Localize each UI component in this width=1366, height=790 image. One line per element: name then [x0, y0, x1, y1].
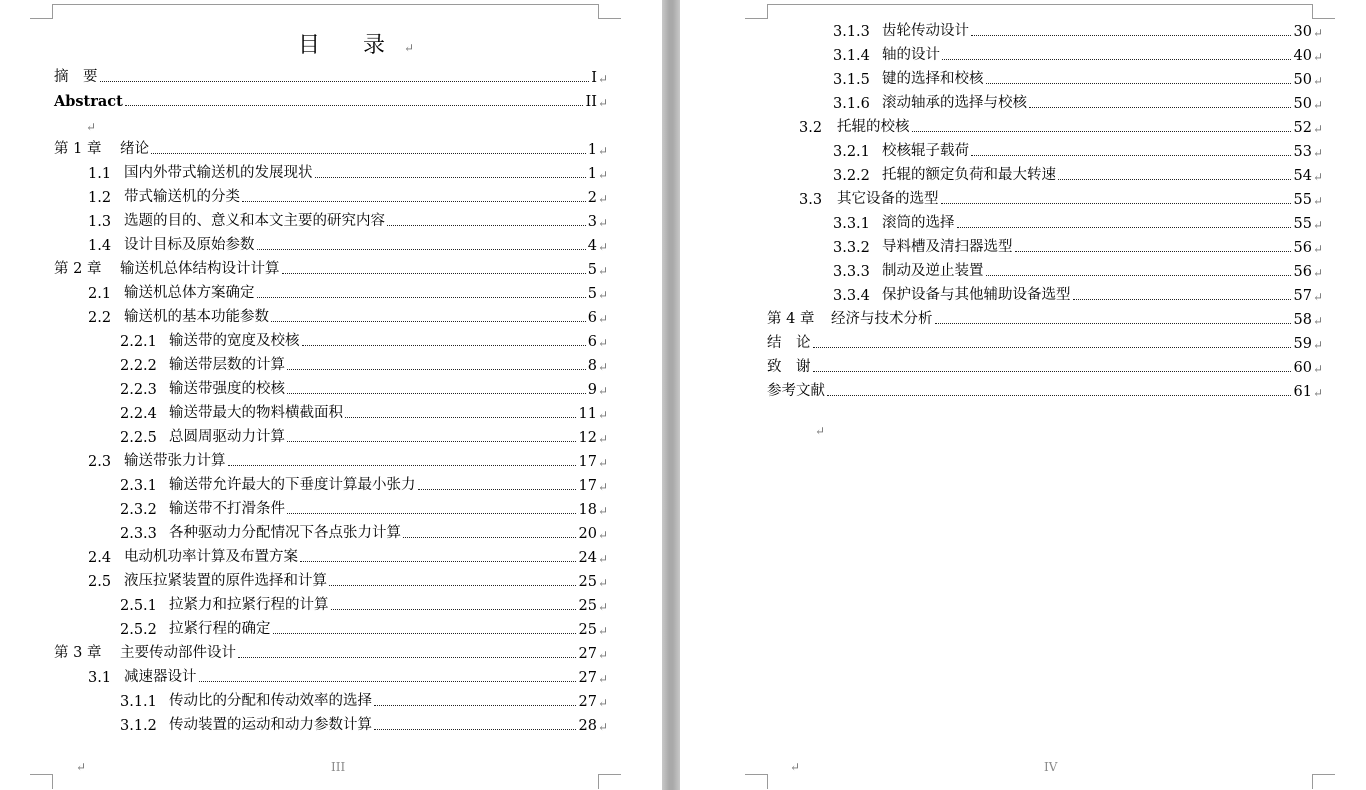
toc-entry-title: 校核辊子载荷: [882, 143, 969, 159]
toc-entry-page-number: 5: [587, 262, 597, 278]
dot-leader: [827, 395, 1291, 396]
dot-leader: [813, 371, 1292, 372]
paragraph-mark-icon: ↵: [1312, 266, 1323, 280]
paragraph-mark-icon: ↵: [597, 600, 608, 614]
toc-entry-page-number: 12: [578, 430, 597, 446]
paragraph-mark-icon: ↵: [597, 336, 608, 350]
toc-entry[interactable]: [833, 44, 1323, 64]
toc-entry-page-number: 25: [578, 574, 597, 590]
paragraph-mark-icon: ↵: [1312, 74, 1323, 88]
toc-entry-page-number: 9: [587, 382, 597, 398]
toc-title-text: 目 录: [298, 33, 403, 58]
toc-entry-title: 保护设备与其他辅助设备选型: [882, 287, 1071, 303]
toc-entry[interactable]: [833, 68, 1323, 88]
paragraph-mark-icon: ↵: [597, 528, 608, 542]
toc-entry-page-number: 27: [578, 694, 597, 710]
dot-leader: [242, 201, 586, 202]
toc-entry-page-number: II: [585, 94, 597, 110]
toc-entry-title: 制动及逆止装置: [882, 263, 984, 279]
toc-entry-number: 1.1: [88, 166, 112, 182]
paragraph-mark-icon: ↵: [597, 72, 608, 86]
toc-entry[interactable]: [88, 306, 608, 326]
toc-entry[interactable]: [767, 332, 1323, 352]
toc-entry-page-number: 28: [578, 718, 597, 734]
toc-entry-title: 导料槽及清扫器选型: [882, 239, 1013, 255]
crop-mark-bottom-left: [30, 774, 53, 789]
toc-entry-title: 滚筒的选择: [882, 215, 955, 231]
toc-entry-number: 2.3.1: [120, 478, 157, 494]
toc-entry[interactable]: [54, 642, 608, 662]
toc-entry[interactable]: [120, 714, 608, 734]
toc-entry-page-number: 30: [1293, 24, 1312, 40]
footer-page-number: III: [331, 760, 346, 774]
toc-entry-title: 输送机总体方案确定: [124, 285, 255, 301]
paragraph-mark-icon: ↵: [1312, 218, 1323, 232]
paragraph-mark-icon: ↵: [597, 432, 608, 446]
toc-entry-page-number: 27: [578, 646, 597, 662]
toc-entry-title: 拉紧力和拉紧行程的计算: [169, 597, 329, 613]
dot-leader: [257, 249, 586, 250]
dot-leader: [287, 393, 586, 394]
toc-entry-title: 选题的目的、意义和本文主要的研究内容: [124, 213, 385, 229]
toc-entry[interactable]: [54, 258, 608, 278]
toc-entry[interactable]: [833, 164, 1323, 184]
toc-entry-page-number: 2: [587, 190, 597, 206]
toc-entry-page-number: 54: [1293, 168, 1312, 184]
toc-entry[interactable]: [88, 162, 608, 182]
paragraph-mark-icon: ↵: [597, 696, 608, 710]
toc-entry-page-number: 53: [1293, 144, 1312, 160]
toc-entry-number: 2.5.2: [120, 622, 157, 638]
right-page: [680, 0, 1366, 790]
paragraph-mark-icon: ↵: [76, 760, 87, 774]
crop-mark-top-left: [30, 4, 53, 19]
paragraph-mark-icon: ↵: [597, 720, 608, 734]
toc-entry-number: 3.1: [88, 670, 112, 686]
dot-leader: [387, 225, 586, 226]
toc-entry-title: 输送带最大的物料横截面积: [169, 405, 343, 421]
toc-entry-title: 参考文献: [767, 383, 825, 399]
toc-entry-number: 3.3.4: [833, 288, 870, 304]
toc-entry-number: 3.2.1: [833, 144, 870, 160]
toc-entry[interactable]: [833, 212, 1323, 232]
toc-entry-title: 主要传动部件设计: [120, 645, 236, 661]
toc-entry-page-number: 5: [587, 286, 597, 302]
paragraph-mark-icon: ↵: [1312, 338, 1323, 352]
paragraph-mark-icon: ↵: [597, 408, 608, 422]
paragraph-mark-icon: ↵: [1312, 122, 1323, 136]
toc-entry-number: 2.2: [88, 310, 112, 326]
dot-leader: [302, 345, 586, 346]
dot-leader: [986, 275, 1292, 276]
toc-entry-number: 1.4: [88, 238, 112, 254]
dot-leader: [151, 153, 586, 154]
dot-leader: [1073, 299, 1292, 300]
toc-entry-page-number: 59: [1293, 336, 1312, 352]
toc-entry-page-number: 25: [578, 622, 597, 638]
toc-entry-number: 1.3: [88, 214, 112, 230]
toc-entry[interactable]: [120, 474, 608, 494]
toc-entry-title: 其它设备的选型: [837, 191, 939, 207]
toc-entry-number: 2.5.1: [120, 598, 157, 614]
toc-entry-page-number: 8: [587, 358, 597, 374]
toc-entry-page-number: 6: [587, 334, 597, 350]
toc-entry-number: 3.2: [799, 120, 823, 136]
toc-entry-page-number: 25: [578, 598, 597, 614]
toc-entry-title: 托辊的校核: [837, 119, 910, 135]
toc-entry-number: 3.3.2: [833, 240, 870, 256]
toc-entry-page-number: 58: [1293, 312, 1312, 328]
dot-leader: [935, 323, 1292, 324]
toc-entry-number: 3.1.4: [833, 48, 870, 64]
footer-page-number: IV: [1044, 760, 1058, 774]
paragraph-mark-icon: ↵: [597, 648, 608, 662]
crop-mark-bottom-right: [598, 774, 621, 789]
toc-entry[interactable]: [120, 402, 608, 422]
toc-entry-number: 第 4 章: [767, 311, 815, 327]
toc-entry[interactable]: [833, 92, 1323, 112]
toc-entry[interactable]: [54, 138, 608, 158]
paragraph-mark-icon: ↵: [404, 41, 433, 55]
toc-entry[interactable]: [54, 66, 608, 86]
dot-leader: [1058, 179, 1291, 180]
toc-entry-title: 国内外带式输送机的发展现状: [124, 165, 313, 181]
header-margin-line: [768, 4, 1312, 5]
toc-entry-page-number: 55: [1293, 216, 1312, 232]
toc-entry[interactable]: [88, 450, 608, 470]
left-page: [0, 0, 662, 790]
toc-entry[interactable]: [120, 354, 608, 374]
paragraph-mark-icon: ↵: [1312, 314, 1323, 328]
crop-mark-top-right: [598, 4, 621, 19]
paragraph-mark-icon: ↵: [597, 144, 608, 158]
toc-entry-number: 3.3.3: [833, 264, 870, 280]
paragraph-mark-icon: ↵: [597, 624, 608, 638]
toc-entry[interactable]: [120, 330, 608, 350]
crop-mark-bottom-left: [745, 774, 768, 789]
toc-entry-page-number: 40: [1293, 48, 1312, 64]
toc-entry-page-number: 50: [1293, 72, 1312, 88]
toc-entry-number: 2.3: [88, 454, 112, 470]
dot-leader: [273, 633, 577, 634]
paragraph-mark-icon: ↵: [1312, 242, 1323, 256]
toc-entry-page-number: 50: [1293, 96, 1312, 112]
dot-leader: [1029, 107, 1291, 108]
toc-entry-number: 3.1.6: [833, 96, 870, 112]
toc-entry-page-number: 56: [1293, 264, 1312, 280]
toc-entry-title: 轴的设计: [882, 47, 940, 63]
toc-entry-title: 齿轮传动设计: [882, 23, 969, 39]
toc-entry-title: 输送带的宽度及校核: [169, 333, 300, 349]
toc-entry-page-number: 11: [578, 406, 597, 422]
toc-entry-title: 设计目标及原始参数: [124, 237, 255, 253]
dot-leader: [271, 321, 586, 322]
paragraph-mark-icon: ↵: [597, 576, 608, 590]
page-gap: [662, 0, 680, 790]
toc-entry-title: 输送带不打滑条件: [169, 501, 285, 517]
toc-entry[interactable]: [88, 234, 608, 254]
dot-leader: [403, 537, 576, 538]
crop-mark-top-left: [745, 4, 768, 19]
paragraph-mark-icon: ↵: [1312, 290, 1323, 304]
toc-entry-number: 2.2.2: [120, 358, 157, 374]
paragraph-mark-icon: ↵: [597, 264, 608, 278]
toc-entry[interactable]: [120, 690, 608, 710]
toc-entry[interactable]: [799, 116, 1323, 136]
toc-entry[interactable]: [120, 594, 608, 614]
toc-entry-page-number: 52: [1293, 120, 1312, 136]
dot-leader: [345, 417, 576, 418]
toc-entry-title: 拉紧行程的确定: [169, 621, 271, 637]
paragraph-mark-icon: ↵: [597, 504, 608, 518]
toc-entry-title: 输送带张力计算: [124, 453, 226, 469]
toc-entry[interactable]: [833, 284, 1323, 304]
toc-entry-number: 1.2: [88, 190, 112, 206]
paragraph-mark-icon: ↵: [1312, 146, 1323, 160]
toc-entry[interactable]: [120, 618, 608, 638]
paragraph-mark-icon: ↵: [790, 760, 801, 774]
toc-entry[interactable]: [88, 546, 608, 566]
toc-entry-number: 2.2.3: [120, 382, 157, 398]
paragraph-mark-icon: ↵: [597, 312, 608, 326]
toc-entry-title: 致 谢: [767, 359, 811, 375]
paragraph-mark-icon: ↵: [597, 480, 608, 494]
toc-entry-number: 3.3.1: [833, 216, 870, 232]
paragraph-mark-icon: ↵: [597, 672, 608, 686]
toc-entry-title: 托辊的额定负荷和最大转速: [882, 167, 1056, 183]
toc-entry[interactable]: [88, 210, 608, 230]
paragraph-mark-icon: ↵: [1312, 386, 1323, 400]
toc-entry[interactable]: [833, 260, 1323, 280]
toc-entry[interactable]: [833, 140, 1323, 160]
dot-leader: [257, 297, 586, 298]
toc-entry-page-number: 57: [1293, 288, 1312, 304]
toc-entry-number: 第 2 章: [54, 261, 102, 277]
dot-leader: [329, 585, 576, 586]
dot-leader: [418, 489, 577, 490]
paragraph-mark-icon: ↵: [597, 96, 608, 110]
toc-entry-page-number: 20: [578, 526, 597, 542]
toc-entry-title: 滚动轴承的选择与校核: [882, 95, 1027, 111]
toc-entry-number: 第 1 章: [54, 141, 102, 157]
toc-entry[interactable]: [88, 666, 608, 686]
toc-entry-title: 绪论: [120, 141, 149, 157]
dot-leader: [287, 513, 576, 514]
dot-leader: [287, 441, 576, 442]
toc-entry-title: 结 论: [767, 335, 811, 351]
toc-entry-title: Abstract: [54, 93, 123, 110]
toc-entry-page-number: 60: [1293, 360, 1312, 376]
toc-entry-title: 键的选择和校核: [882, 71, 984, 87]
toc-entry-title: 减速器设计: [124, 669, 197, 685]
toc-entry-number: 3.1.3: [833, 24, 870, 40]
toc-entry-title: 带式输送机的分类: [124, 189, 240, 205]
toc-entry-number: 2.4: [88, 550, 112, 566]
paragraph-mark-icon: ↵: [1312, 98, 1323, 112]
toc-entry-number: 2.2.1: [120, 334, 157, 350]
toc-entry[interactable]: [767, 380, 1323, 400]
toc-title: [298, 28, 432, 59]
dot-leader: [287, 369, 586, 370]
toc-entry-title: 输送带层数的计算: [169, 357, 285, 373]
paragraph-mark-icon: ↵: [1312, 26, 1323, 40]
dot-leader: [941, 203, 1292, 204]
toc-entry-number: 2.1: [88, 286, 112, 302]
toc-entry-title: 输送机总体结构设计计算: [120, 261, 280, 277]
toc-entry-title: 传动比的分配和传动效率的选择: [169, 693, 372, 709]
toc-entry[interactable]: [767, 356, 1323, 376]
paragraph-mark-icon: ↵: [86, 120, 97, 134]
toc-entry-title: 经济与技术分析: [831, 311, 933, 327]
dot-leader: [238, 657, 576, 658]
toc-entry-number: 第 3 章: [54, 645, 102, 661]
dot-leader: [971, 35, 1291, 36]
paragraph-mark-icon: ↵: [597, 456, 608, 470]
toc-entry-title: 总圆周驱动力计算: [169, 429, 285, 445]
toc-entry[interactable]: [88, 186, 608, 206]
toc-entry-title: 摘 要: [54, 69, 98, 85]
toc-entry-page-number: 24: [578, 550, 597, 566]
dot-leader: [199, 681, 577, 682]
dot-leader: [300, 561, 576, 562]
paragraph-mark-icon: ↵: [597, 240, 608, 254]
toc-entry-number: 3.1.2: [120, 718, 157, 734]
toc-entry[interactable]: [88, 570, 608, 590]
dot-leader: [315, 177, 586, 178]
toc-entry-number: 2.2.4: [120, 406, 157, 422]
toc-entry-page-number: 4: [587, 238, 597, 254]
dot-leader: [228, 465, 577, 466]
toc-entry-number: 3.2.2: [833, 168, 870, 184]
toc-entry-page-number: I: [591, 70, 597, 86]
paragraph-mark-icon: ↵: [1312, 170, 1323, 184]
toc-entry-page-number: 17: [578, 454, 597, 470]
toc-entry-page-number: 18: [578, 502, 597, 518]
dot-leader: [986, 83, 1292, 84]
header-margin-line: [53, 4, 598, 5]
toc-entry-title: 传动装置的运动和动力参数计算: [169, 717, 372, 733]
toc-entry-page-number: 56: [1293, 240, 1312, 256]
paragraph-mark-icon: ↵: [597, 216, 608, 230]
toc-entry-title: 输送带强度的校核: [169, 381, 285, 397]
toc-entry-page-number: 1: [587, 142, 597, 158]
toc-entry-page-number: 1: [587, 166, 597, 182]
toc-entry-number: 2.5: [88, 574, 112, 590]
dot-leader: [1015, 251, 1292, 252]
toc-entry-page-number: 3: [587, 214, 597, 230]
dot-leader: [912, 131, 1292, 132]
paragraph-mark-icon: ↵: [597, 384, 608, 398]
toc-entry-number: 2.3.3: [120, 526, 157, 542]
toc-entry-number: 3.1.1: [120, 694, 157, 710]
dot-leader: [125, 105, 584, 106]
paragraph-mark-icon: ↵: [597, 552, 608, 566]
paragraph-mark-icon: ↵: [597, 360, 608, 374]
paragraph-mark-icon: ↵: [597, 192, 608, 206]
toc-entry-number: 3.1.5: [833, 72, 870, 88]
toc-entry-page-number: 6: [587, 310, 597, 326]
toc-entry[interactable]: [120, 498, 608, 518]
paragraph-mark-icon: ↵: [815, 424, 826, 438]
toc-entry[interactable]: [88, 282, 608, 302]
toc-entry-title: 电动机功率计算及布置方案: [124, 549, 298, 565]
toc-entry-title: 输送带允许最大的下垂度计算最小张力: [169, 477, 416, 493]
dot-leader: [374, 729, 576, 730]
crop-mark-bottom-right: [1312, 774, 1335, 789]
toc-entry-number: 2.3.2: [120, 502, 157, 518]
paragraph-mark-icon: ↵: [1312, 362, 1323, 376]
toc-entry-number: 2.2.5: [120, 430, 157, 446]
dot-leader: [374, 705, 576, 706]
dot-leader: [942, 59, 1291, 60]
toc-entry-page-number: 55: [1293, 192, 1312, 208]
dot-leader: [331, 609, 577, 610]
toc-entry[interactable]: [833, 20, 1323, 40]
toc-entry[interactable]: [833, 236, 1323, 256]
dot-leader: [813, 347, 1292, 348]
paragraph-mark-icon: ↵: [597, 288, 608, 302]
toc-entry[interactable]: [120, 522, 608, 542]
paragraph-mark-icon: ↵: [1312, 194, 1323, 208]
toc-entry-page-number: 61: [1293, 384, 1312, 400]
toc-entry[interactable]: [120, 426, 608, 446]
dot-leader: [100, 81, 590, 82]
crop-mark-top-right: [1312, 4, 1335, 19]
dot-leader: [282, 273, 586, 274]
toc-entry[interactable]: [54, 90, 608, 110]
dot-leader: [971, 155, 1291, 156]
toc-entry[interactable]: [767, 308, 1323, 328]
toc-entry-page-number: 17: [578, 478, 597, 494]
toc-entry-title: 输送机的基本功能参数: [124, 309, 269, 325]
toc-entry-title: 各种驱动力分配情况下各点张力计算: [169, 525, 401, 541]
toc-entry[interactable]: [120, 378, 608, 398]
toc-entry[interactable]: [799, 188, 1323, 208]
toc-entry-title: 液压拉紧装置的原件选择和计算: [124, 573, 327, 589]
paragraph-mark-icon: ↵: [597, 168, 608, 182]
paragraph-mark-icon: ↵: [1312, 50, 1323, 64]
toc-entry-number: 3.3: [799, 192, 823, 208]
dot-leader: [957, 227, 1292, 228]
toc-entry-page-number: 27: [578, 670, 597, 686]
